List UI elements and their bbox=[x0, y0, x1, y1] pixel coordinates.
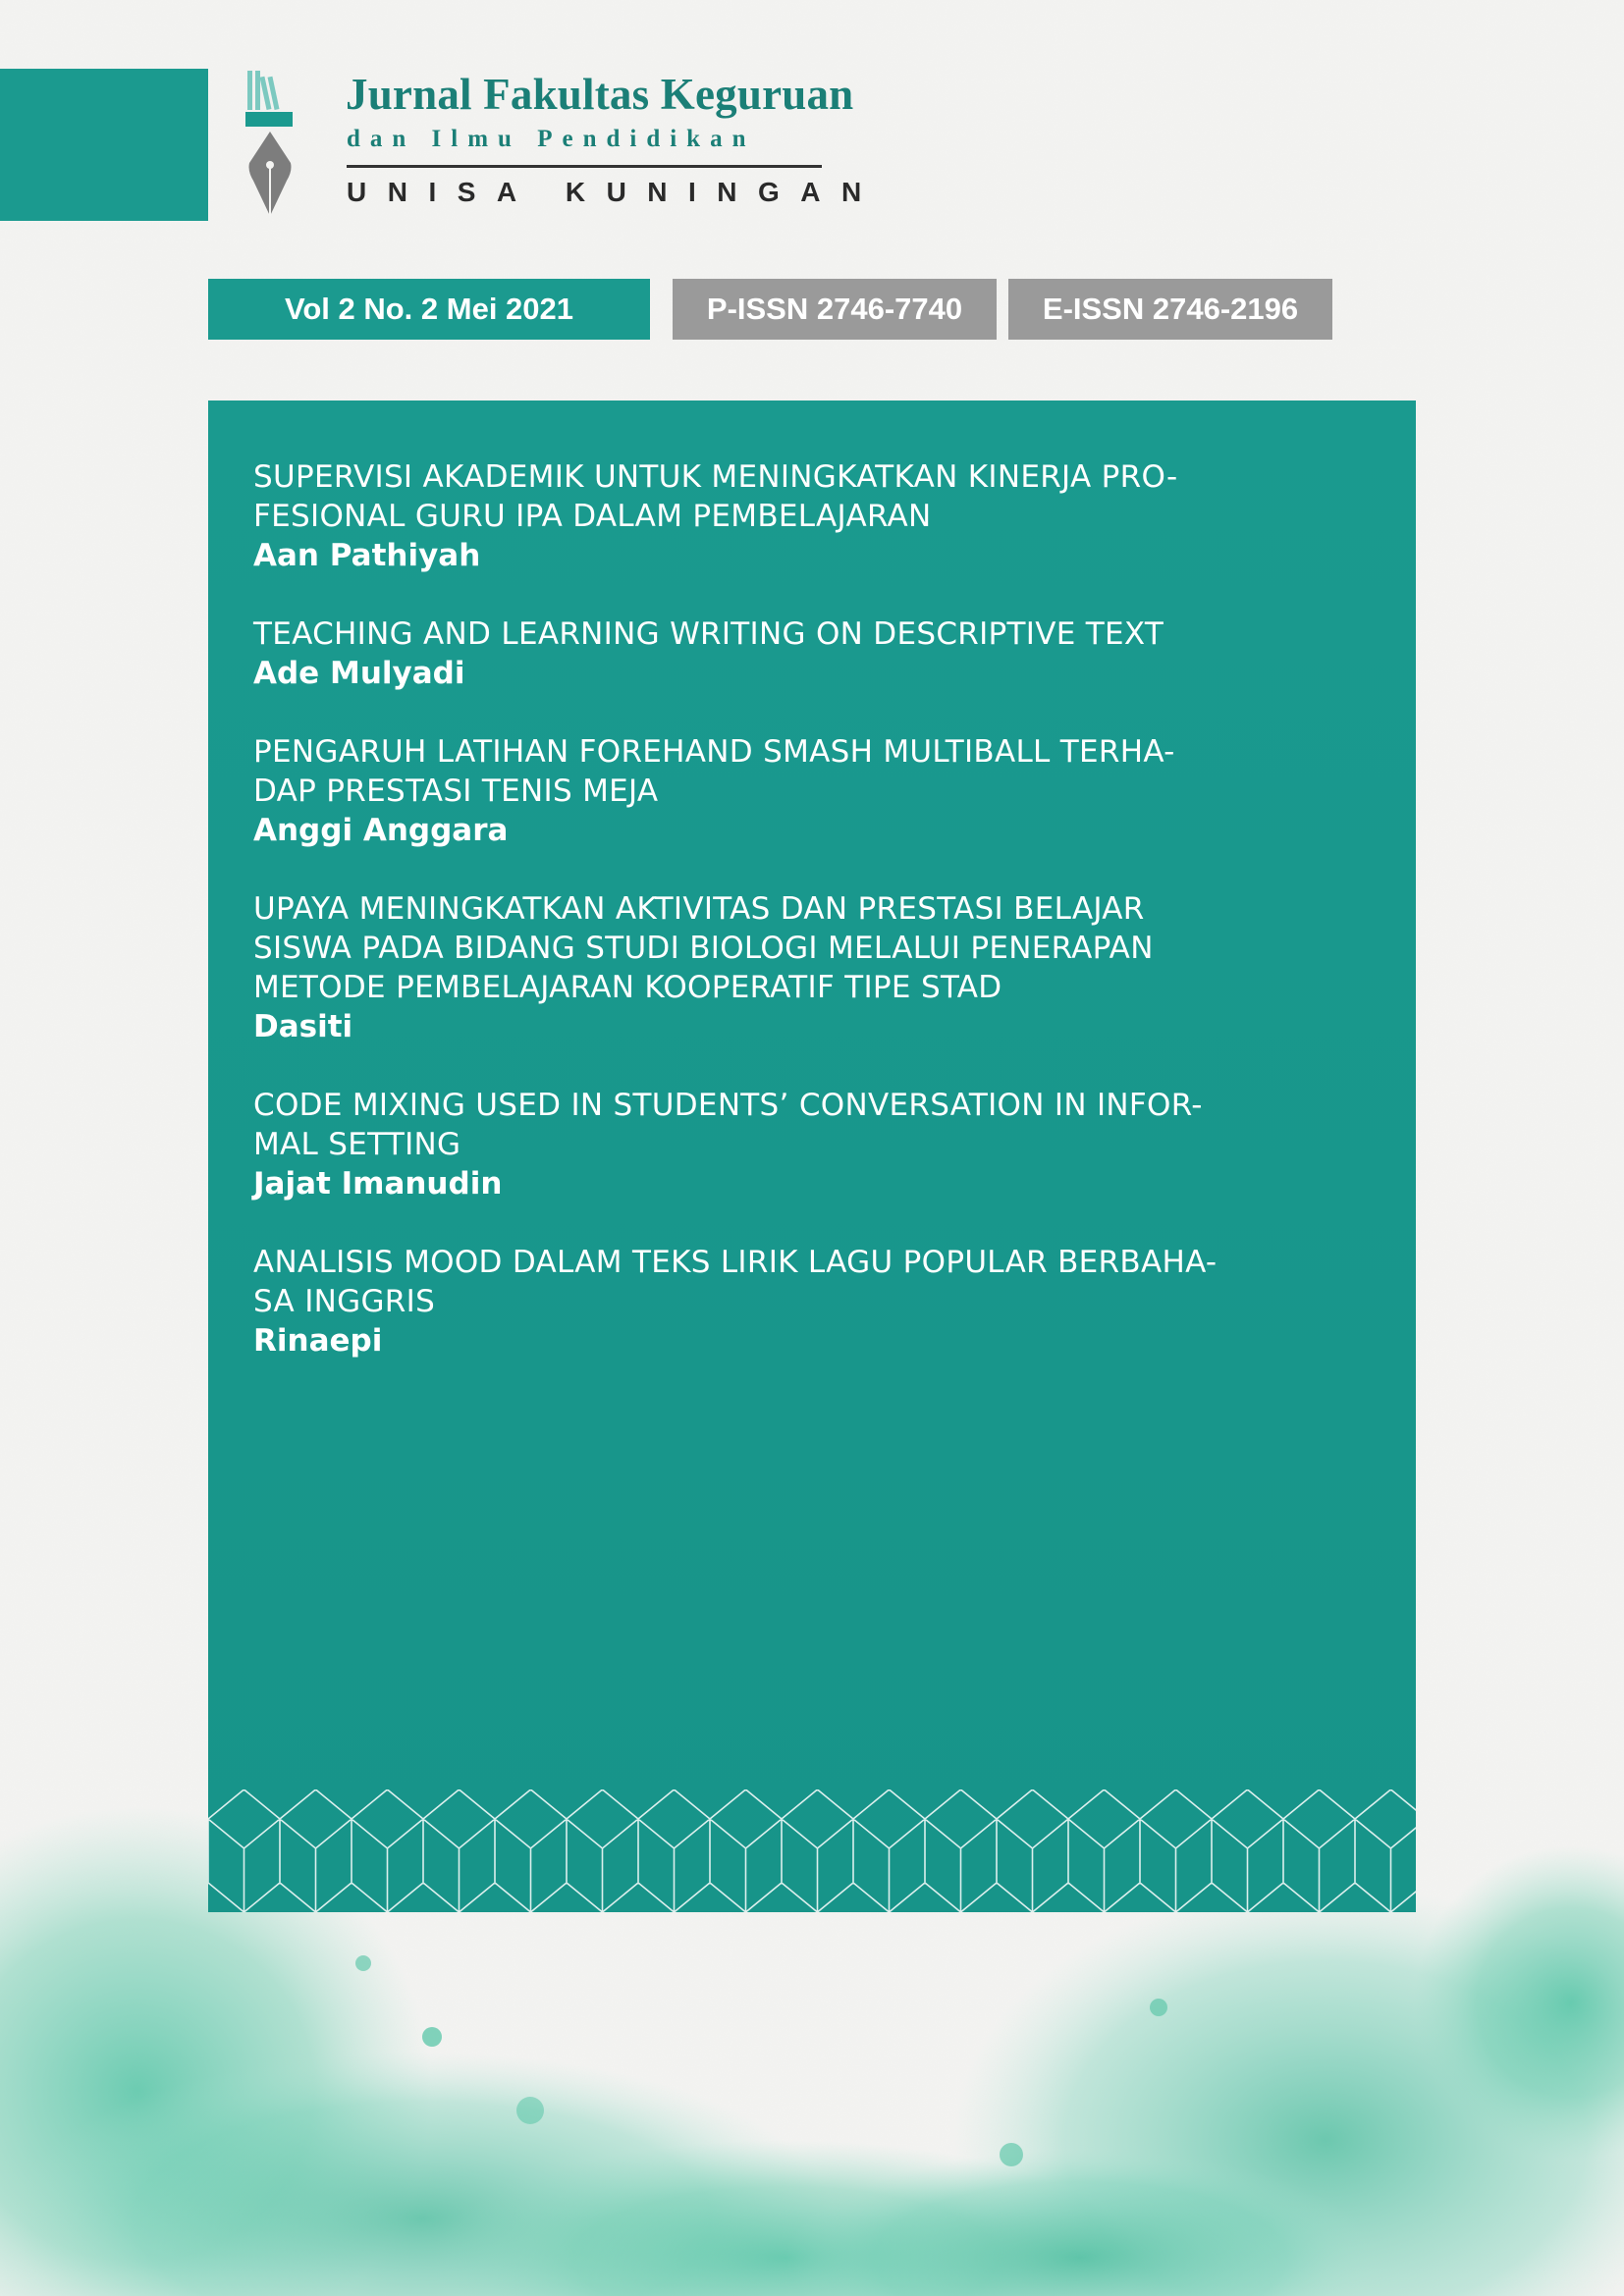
journal-title: Jurnal Fakultas Keguruan bbox=[346, 70, 854, 119]
journal-institution: UNISA KUNINGAN bbox=[347, 177, 883, 207]
e-issn-badge: E-ISSN 2746-2196 bbox=[1008, 279, 1332, 340]
article-author: Rinaepi bbox=[253, 1323, 383, 1359]
journal-subtitle: dan Ilmu Pendidikan bbox=[347, 126, 756, 152]
article-author: Aan Pathiyah bbox=[253, 538, 481, 573]
article-title bbox=[253, 614, 1373, 654]
article-title-line: UPAYA MENINGKATKAN AKTIVITAS DAN PRESTASI BELAJAR bbox=[253, 891, 1145, 927]
cube-pattern-lines bbox=[208, 1789, 1416, 1912]
article-entry bbox=[253, 1243, 1373, 1361]
corner-accent-block bbox=[0, 69, 208, 221]
article-title-line: ANALISIS MOOD DALAM TEKS LIRIK LAGU POPULAR BERBAHA- bbox=[253, 1245, 1218, 1280]
article-title-line: FESIONAL GURU IPA DALAM PEMBELAJARAN bbox=[253, 499, 932, 534]
article-title-line: SISWA PADA BIDANG STUDI BIOLOGI MELALUI PENERAPAN bbox=[253, 931, 1154, 966]
article-title bbox=[253, 889, 1373, 1007]
article-title-line: DAP PRESTASI TENIS MEJA bbox=[253, 774, 659, 809]
article-author: Jajat Imanudin bbox=[253, 1166, 503, 1201]
article-entry bbox=[253, 732, 1373, 850]
table-of-contents-panel bbox=[208, 400, 1416, 1912]
article-entry bbox=[253, 1086, 1373, 1203]
header-divider bbox=[347, 165, 822, 168]
article-title-line: METODE PEMBELAJARAN KOOPERATIF TIPE STAD bbox=[253, 970, 1002, 1005]
article-title bbox=[253, 1243, 1373, 1321]
article-title-line: CODE MIXING USED IN STUDENTS’ CONVERSATION IN INFOR- bbox=[253, 1088, 1203, 1123]
article-author: Ade Mulyadi bbox=[253, 656, 465, 691]
article-author: Dasiti bbox=[253, 1009, 353, 1044]
article-title bbox=[253, 457, 1373, 536]
article-title bbox=[253, 1086, 1373, 1164]
article-title-line: SUPERVISI AKADEMIK UNTUK MENINGKATKAN KINERJA PRO- bbox=[253, 459, 1178, 495]
article-title bbox=[253, 732, 1373, 811]
article-author: Anggi Anggara bbox=[253, 813, 509, 848]
article-title-line: PENGARUH LATIHAN FOREHAND SMASH MULTIBALL TERHA- bbox=[253, 734, 1175, 770]
article-title-line: SA INGGRIS bbox=[253, 1284, 436, 1319]
pen-nib-logo-icon bbox=[242, 69, 298, 222]
hexagon-cube-pattern bbox=[208, 1789, 1416, 1912]
p-issn-badge: P-ISSN 2746-7740 bbox=[673, 279, 997, 340]
article-list bbox=[253, 457, 1373, 1400]
article-entry bbox=[253, 457, 1373, 575]
article-entry bbox=[253, 889, 1373, 1046]
article-entry bbox=[253, 614, 1373, 693]
article-title-line: TEACHING AND LEARNING WRITING ON DESCRIPTIVE TEXT bbox=[253, 616, 1164, 652]
volume-badge: Vol 2 No. 2 Mei 2021 bbox=[208, 279, 650, 340]
article-title-line: MAL SETTING bbox=[253, 1127, 461, 1162]
